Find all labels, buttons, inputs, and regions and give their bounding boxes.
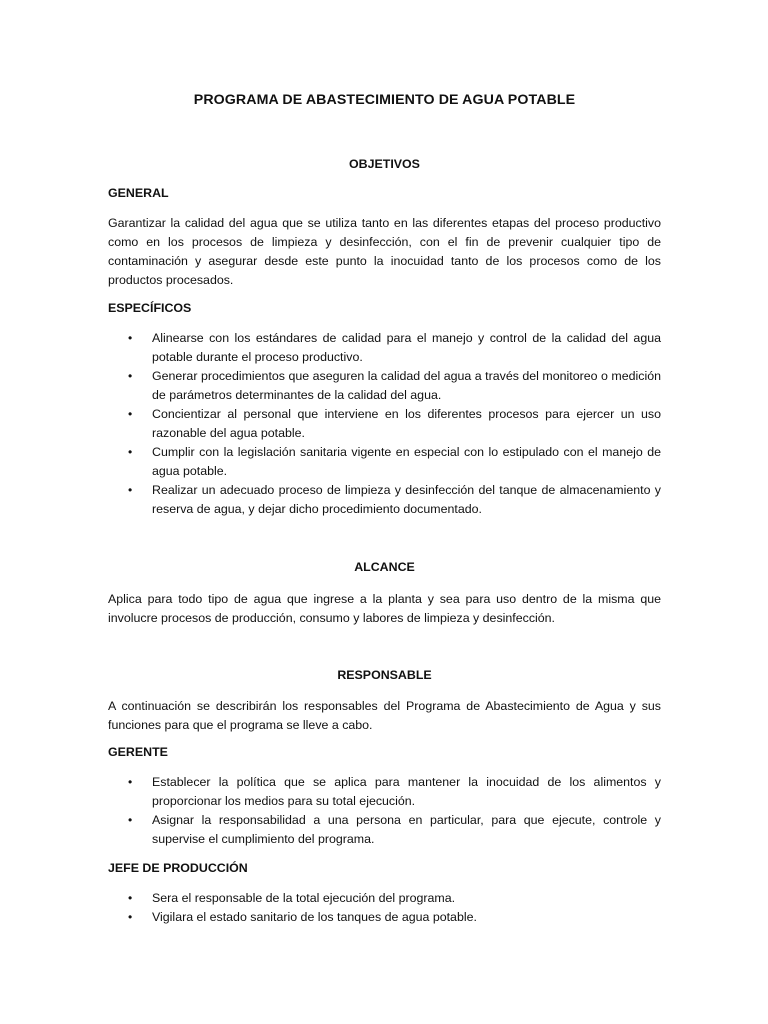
list-item-text: Concientizar al personal que interviene en los diferentes procesos para ejercer un uso razonable del agua potable. <box>152 407 661 440</box>
list-item <box>108 329 661 367</box>
especificos-list <box>108 329 661 519</box>
objetivos-heading: OBJETIVOS <box>349 157 420 171</box>
bullet-icon: • <box>128 910 133 924</box>
list-item <box>108 367 661 405</box>
list-item-text: Sera el responsable de la total ejecución del programa. <box>152 891 456 905</box>
list-item <box>108 811 661 849</box>
list-item <box>108 889 661 908</box>
list-item <box>108 481 661 519</box>
bullet-icon: • <box>128 369 133 383</box>
list-item-text: Realizar un adecuado proceso de limpieza y desinfección del tanque de almacenamiento y reserva de agua, y dejar dicho procedimiento documentado. <box>152 483 661 516</box>
list-item-text: Establecer la política que se aplica para mantener la inocuidad de los alimentos y proporcionar los medios para su total ejecución. <box>152 775 661 808</box>
alcance-heading: ALCANCE <box>354 560 415 574</box>
jefe-produccion-list <box>108 889 661 927</box>
list-item-text: Generar procedimientos que aseguren la calidad del agua a través del monitoreo o medición de parámetros determinantes de la calidad del agua. <box>152 369 661 402</box>
jefe-produccion-heading: JEFE DE PRODUCCIÓN <box>108 861 248 875</box>
list-item-text: Asignar la responsabilidad a una persona en particular, para que ejecute, controle y supervise el cumplimiento del programa. <box>152 813 661 846</box>
bullet-icon: • <box>128 891 133 905</box>
list-item <box>108 773 661 811</box>
responsable-paragraph: A continuación se describirán los responsables del Programa de Abastecimiento de Agua y sus funciones para que el programa se lleve a cabo. <box>108 699 661 732</box>
alcance-paragraph: Aplica para todo tipo de agua que ingrese a la planta y sea para uso dentro de la misma que involucre procesos de producción, consumo y labores de limpieza y desinfección. <box>108 592 661 625</box>
bullet-icon: • <box>128 407 133 421</box>
gerente-heading: GERENTE <box>108 745 168 759</box>
especificos-heading: ESPECÍFICOS <box>108 301 192 315</box>
list-item <box>108 443 661 481</box>
responsable-heading: RESPONSABLE <box>337 668 432 682</box>
list-item <box>108 908 661 927</box>
list-item <box>108 405 661 443</box>
bullet-icon: • <box>128 445 133 459</box>
document-title: PROGRAMA DE ABASTECIMIENTO DE AGUA POTABLE <box>193 92 576 108</box>
list-item-text: Alinearse con los estándares de calidad para el manejo y control de la calidad del agua potable durante el proceso productivo. <box>152 331 661 364</box>
bullet-icon: • <box>128 331 133 345</box>
bullet-icon: • <box>128 483 133 497</box>
list-item-text: Vigilara el estado sanitario de los tanques de agua potable. <box>152 910 477 924</box>
bullet-icon: • <box>128 775 133 789</box>
general-heading: GENERAL <box>108 186 169 200</box>
gerente-list <box>108 773 661 849</box>
general-paragraph: Garantizar la calidad del agua que se utiliza tanto en las diferentes etapas del proceso productivo como en los procesos de limpieza y desinfección, con el fin de prevenir cualquier tipo de contaminación y asegurar desde este punto la inocuidad tanto de los procesos como de los productos procesados. <box>108 216 661 287</box>
bullet-icon: • <box>128 813 133 827</box>
list-item-text: Cumplir con la legislación sanitaria vigente en especial con lo estipulado con el manejo de agua potable. <box>152 445 661 478</box>
